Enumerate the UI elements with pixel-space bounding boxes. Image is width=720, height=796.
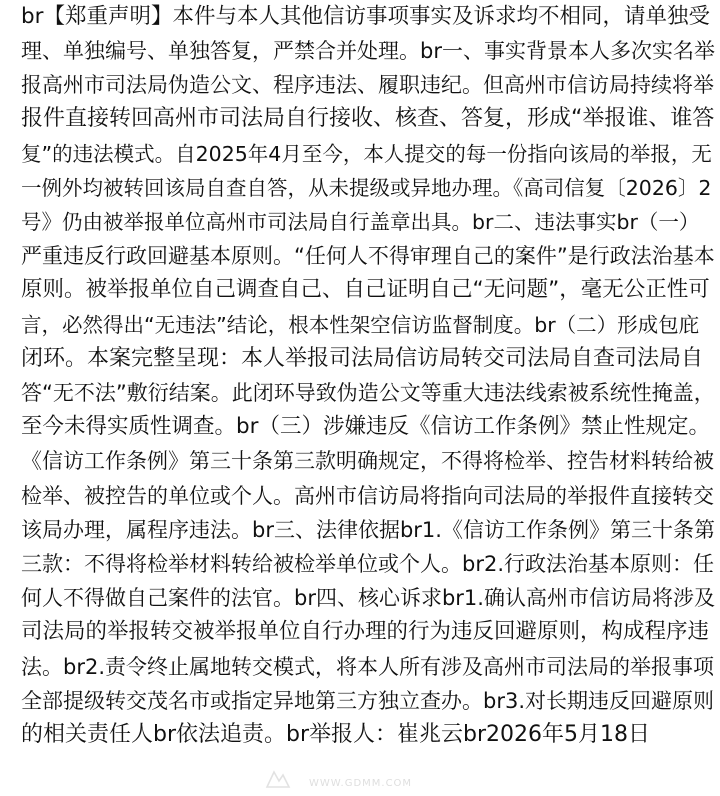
text-line: 全部提级转交茂名市或指定异地第三方独立查办。br3.对长期违反回避原则 (21, 689, 714, 713)
text-line: 至今未得实质性调查。br（三）涉嫌违反《信访工作条例》禁止性规定。 (21, 414, 710, 439)
text-line: 复”的违法模式。自2025年4月至今，本人提交的每一份指向该局的举报，无 (21, 142, 712, 166)
watermark (265, 765, 465, 793)
text-line: br【郑重声明】本件与本人其他信访事项事实及诉求均不相同，请单独受 (21, 4, 710, 29)
text-line: 司法局的举报转交被举报单位自行办理的行为违反回避原则，构成程序违 (21, 619, 710, 644)
text-line: 理、单独编号、单独答复，严禁合并处理。br一、事实背景本人多次实名举 (21, 39, 715, 63)
watermark-text: WWW.GDMM.COM (309, 778, 413, 789)
text-line: 报高州市司法局伪造公文、程序违法、履职违纪。但高州市信访局持续将举 (21, 73, 714, 97)
text-line: 严重违反行政回避基本原则。“任何人不得审理自己的案件”是行政法治基本 (21, 244, 715, 268)
text-line: 三款：不得将检举材料转给被检举单位或个人。br2.行政法治基本原则：任 (21, 552, 714, 576)
text-line: 的相关责任人br依法追责。br举报人：崔兆云br2026年5月18日 (21, 722, 651, 747)
watermark-logo-icon (265, 769, 291, 789)
text-line: 检举、被控告的单位或个人。高州市信访局将指向司法局的举报件直接转交 (21, 484, 714, 508)
text-line: 一例外均被转回该局自查自答，从未提级或异地办理。《高司信复〔2026〕2 (21, 176, 712, 200)
text-line: 闭环。本案完整呈现：本人举报司法局信访局转交司法局自查司法局自 (21, 346, 704, 371)
text-line: 何人不得做自己案件的法官。br四、核心诉求br1.确认高州市信访局将涉及 (21, 586, 715, 610)
text-line: 号》仍由被举报单位高州市司法局自行盖章出具。br二、违法事实br（一） (21, 210, 700, 234)
text-line: 报件直接转回高州市司法局自行接收、核查、答复，形成“举报谁、谁答 (21, 106, 715, 131)
text-line: 原则。被举报单位自己调查自己、自己证明自己“无问题”，毫无公正性可 (21, 277, 710, 302)
text-line: 《信访工作条例》第三十条第三款明确规定，不得将检举、控告材料转给被 (21, 449, 714, 473)
text-line: 法。br2.责令终止属地转交模式，将本人所有涉及高州市司法局的举报事项 (21, 655, 714, 679)
text-line: 答“无不法”敷衍结案。此闭环导致伪造公文等重大违法线索被系统性掩盖， (21, 381, 715, 405)
text-line: 该局办理，属程序违法。br三、法律依据br1.《信访工作条例》第三十条第 (21, 518, 715, 542)
text-line: 言，必然得出“无违法”结论，根本性架空信访监督制度。br（二）形成包庇 (21, 313, 700, 337)
